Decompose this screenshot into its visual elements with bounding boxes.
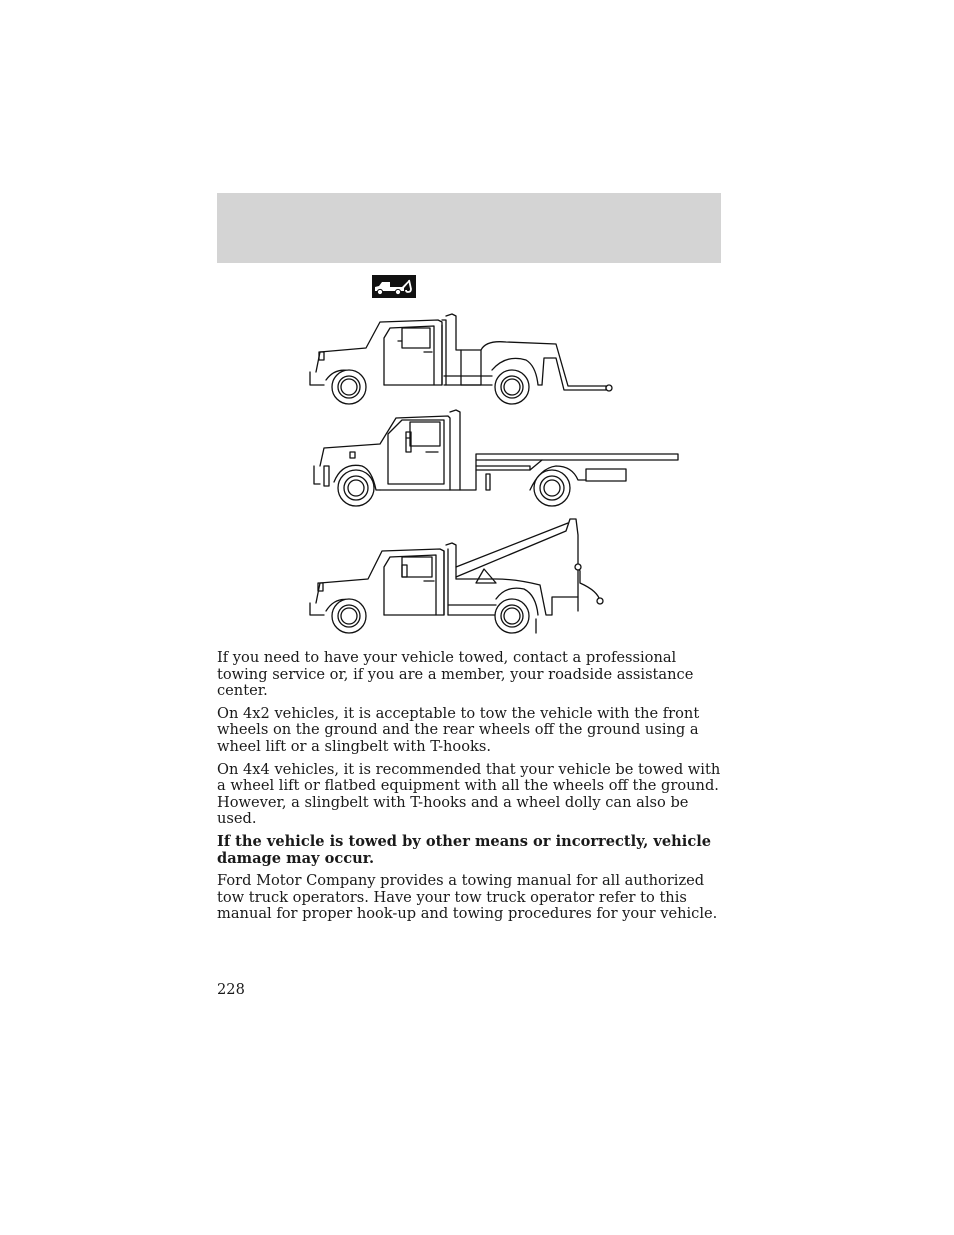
warning-paragraph: If the vehicle is towed by other means or incorrectly, vehicle damage may occur.	[217, 832, 712, 867]
flatbed-tow-truck-illustration	[310, 408, 680, 510]
paragraph-towing-manual: Ford Motor Company provides a towing manual for all authorized tow truck operators. Have your tow truck operator refer to this manual for proper hook-up and towing procedures for your vehicle.	[217, 872, 718, 923]
boom-tow-truck-illustration	[306, 515, 606, 635]
page-number: 228	[217, 981, 245, 998]
paragraph-4x4-towing: On 4x4 vehicles, it is recommended that your vehicle be towed with a wheel lift or flatbed equipment with all the wheels off the ground. However, a slingbelt with T-hooks and a wheel dolly can also be used.	[217, 760, 721, 828]
wheel-lift-tow-truck-illustration	[306, 310, 618, 410]
tow-truck-icon	[372, 275, 416, 298]
paragraph-4x2-towing: On 4x2 vehicles, it is acceptable to tow the vehicle with the front wheels on the ground and the rear wheels off the ground using a wheel lift or a slingbelt with T-hooks.	[217, 704, 700, 755]
section-header-band	[217, 193, 721, 263]
paragraph-contact-towing: If you need to have your vehicle towed, contact a professional towing service or, if you are a member, your roadside assistance center.	[217, 649, 694, 700]
towing-instructions	[217, 650, 723, 929]
